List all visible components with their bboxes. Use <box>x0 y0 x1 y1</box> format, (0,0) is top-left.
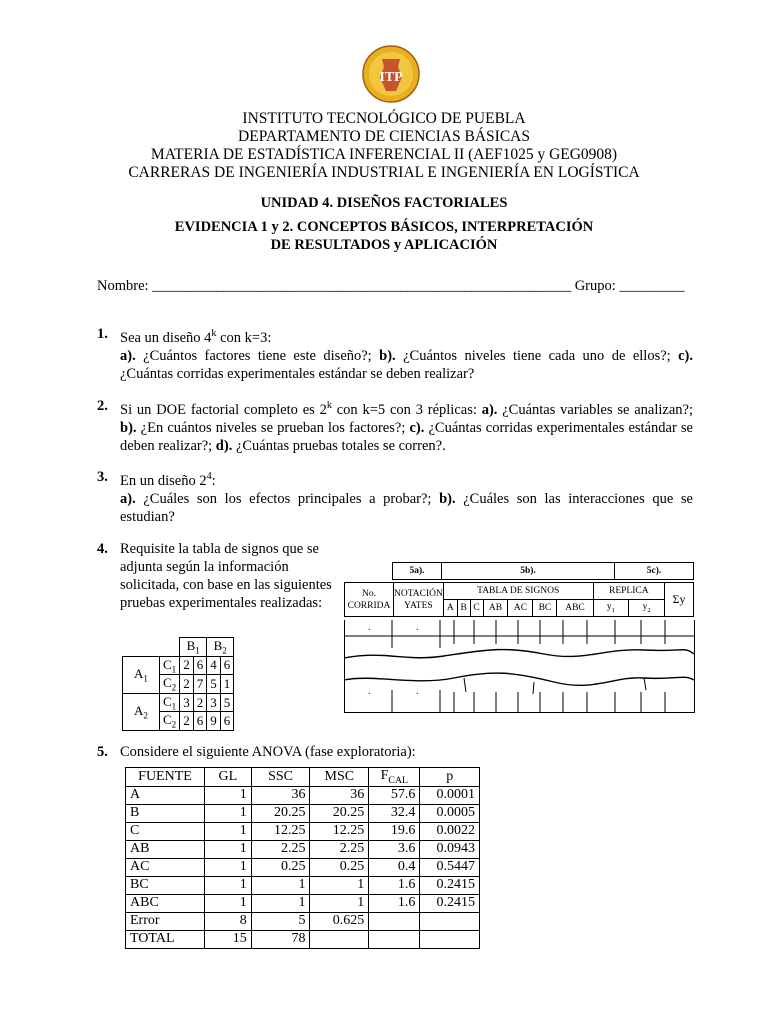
label-5c: 5c). <box>615 563 694 580</box>
anova-cell: 1 <box>205 876 252 894</box>
cell: 4 <box>207 656 221 675</box>
cell: 9 <box>207 712 221 731</box>
question-1: 1. Sea un diseño 4$^k$ con k=3: a). ¿Cuántos factores tiene este diseño?; b). ¿Cuántos niveles tiene cada uno de ellos?; c). ¿Cuántas corridas experimentales estándar se deben realizar? <box>97 326 693 382</box>
anova-cell: 1 <box>205 786 252 804</box>
question-5-text: Considere el siguiente ANOVA (fase exploratoria): <box>120 744 416 760</box>
header-a1: $A_1$ <box>123 656 160 693</box>
anova-cell <box>369 912 420 930</box>
question-4 <box>97 540 337 612</box>
anova-cell: TOTAL <box>126 930 205 948</box>
anova-cell: 12.25 <box>251 822 310 840</box>
careers-name: CARRERAS DE INGENIERÍA INDUSTRIAL E INGENIERÍA EN LOGÍSTICA <box>128 164 640 181</box>
name-blank[interactable]: ___________________________________________________________ <box>152 278 572 294</box>
col-ac: AC <box>508 600 533 617</box>
anova-cell: 2.25 <box>310 840 369 858</box>
anova-cell: 1.6 <box>369 876 420 894</box>
anova-header: SSC <box>251 768 310 787</box>
anova-cell: 57.6 <box>369 786 420 804</box>
cell: 5 <box>220 693 234 712</box>
header-a2: $A_2$ <box>123 693 160 730</box>
anova-cell: 1 <box>205 840 252 858</box>
header-corrida: No. CORRIDA <box>345 583 394 617</box>
header-c: $C_1$ <box>160 656 180 675</box>
header-replica: REPLICA <box>593 583 664 600</box>
anova-cell: B <box>126 804 205 822</box>
anova-cell: 1 <box>310 876 369 894</box>
anova-row <box>126 912 480 930</box>
col-y1: $y_1$ <box>593 600 629 617</box>
anova-row <box>126 894 480 912</box>
torn-break <box>344 620 694 712</box>
question-5 <box>97 743 416 761</box>
question-number: 1. <box>97 326 108 342</box>
anova-row <box>126 804 480 822</box>
anova-cell: 0.4 <box>369 858 420 876</box>
question-number: 5. <box>97 744 108 760</box>
anova-cell: 0.25 <box>251 858 310 876</box>
anova-cell: 0.5447 <box>420 858 480 876</box>
anova-row <box>126 876 480 894</box>
anova-cell: 0.0022 <box>420 822 480 840</box>
header-notacion: NOTACIÓN YATES <box>394 583 444 617</box>
anova-row <box>126 840 480 858</box>
question-number: 3. <box>97 469 108 485</box>
question-4-text: Requisite la tabla de signos que se adjunta según la información solicitada, con base en las siguientes pruebas experimentales realizadas: <box>120 541 332 611</box>
anova-cell <box>310 930 369 948</box>
cell: 6 <box>193 712 207 731</box>
cell: 6 <box>220 712 234 731</box>
department-name: DEPARTAMENTO DE CIENCIAS BÁSICAS <box>238 128 530 145</box>
anova-cell: A <box>126 786 205 804</box>
evidence-title-1: EVIDENCIA 1 y 2. CONCEPTOS BÁSICOS, INTERPRETACIÓN <box>174 219 594 235</box>
anova-cell: 1 <box>205 804 252 822</box>
col-y2: $y_2$ <box>629 600 665 617</box>
anova-cell: 0.2415 <box>420 894 480 912</box>
unit-title: UNIDAD 4. DISEÑOS FACTORIALES <box>260 195 508 211</box>
anova-cell: 5 <box>251 912 310 930</box>
question-3: 3. En un diseño $2^4$: a). ¿Cuáles son los efectos principales a probar?; b). ¿Cuáles son las interacciones que se estudian? <box>97 469 693 525</box>
anova-cell: 1 <box>205 894 252 912</box>
question-number: 4. <box>97 541 108 557</box>
anova-table <box>125 767 480 949</box>
anova-cell: AC <box>126 858 205 876</box>
anova-cell: 2.25 <box>251 840 310 858</box>
col-bc: BC <box>533 600 557 617</box>
signs-top-labels <box>392 562 694 580</box>
cell: 3 <box>207 693 221 712</box>
anova-cell: 1 <box>205 858 252 876</box>
anova-cell: 20.25 <box>251 804 310 822</box>
name-label: Nombre: <box>97 278 149 294</box>
anova-cell: C <box>126 822 205 840</box>
col-b: B <box>457 600 470 617</box>
cell: 6 <box>193 656 207 675</box>
anova-cell: 15 <box>205 930 252 948</box>
cell: 5 <box>207 675 221 694</box>
cell: 6 <box>220 656 234 675</box>
anova-cell: 1 <box>251 876 310 894</box>
anova-header: FUENTE <box>126 768 205 787</box>
anova-cell: 36 <box>251 786 310 804</box>
anova-header: GL <box>205 768 252 787</box>
question-2: 2. Si un DOE factorial completo es 2$^k$ con k=5 con 3 réplicas: a). ¿Cuántas variables se analizan?; b). ¿En cuántos niveles se prueban los factores?; c). ¿Cuántas corridas experimentales estándar se deben realizar?; d). ¿Cuántas pruebas totales se corren?. <box>97 398 693 454</box>
cell: 3 <box>180 693 194 712</box>
signs-table: No. CORRIDA NOTACIÓN YATES TABLA DE SIGNOS REPLICA Σy A B C AB AC BC ABC $y_1$ $y_2$ . . . . <box>344 582 694 712</box>
anova-cell: 1.6 <box>369 894 420 912</box>
group-blank[interactable]: _________ <box>619 278 685 294</box>
header-c: $C_2$ <box>160 675 180 694</box>
anova-header: $F_{CAL}$ <box>369 768 420 787</box>
anova-cell: 0.0005 <box>420 804 480 822</box>
header-c: $C_1$ <box>160 693 180 712</box>
experiment-table <box>122 637 234 731</box>
anova-cell: 19.6 <box>369 822 420 840</box>
col-abc: ABC <box>557 600 593 617</box>
cell: 2 <box>180 712 194 731</box>
anova-cell <box>420 912 480 930</box>
header-tabla-signos: TABLA DE SIGNOS <box>443 583 593 600</box>
anova-cell: 0.2415 <box>420 876 480 894</box>
group-label: Grupo: <box>574 278 616 294</box>
svg-text:ITP: ITP <box>379 70 403 85</box>
anova-cell: 0.625 <box>310 912 369 930</box>
course-name: MATERIA DE ESTADÍSTICA INFERENCIAL II (AEF1025 y GEG0908) <box>150 146 618 163</box>
anova-cell: Error <box>126 912 205 930</box>
name-line <box>97 278 685 295</box>
anova-cell <box>420 930 480 948</box>
header-b1: $B_1$ <box>180 638 207 657</box>
anova-cell: 3.6 <box>369 840 420 858</box>
anova-cell: 0.0943 <box>420 840 480 858</box>
anova-cell: 0.0001 <box>420 786 480 804</box>
anova-cell: 1 <box>205 822 252 840</box>
anova-cell: ABC <box>126 894 205 912</box>
anova-header: p <box>420 768 480 787</box>
header-sum: Σy <box>665 583 694 617</box>
institution-logo <box>362 45 420 103</box>
anova-header: MSC <box>310 768 369 787</box>
header-b2: $B_2$ <box>207 638 234 657</box>
anova-cell: 1 <box>251 894 310 912</box>
institute-name: INSTITUTO TECNOLÓGICO DE PUEBLA <box>242 110 526 127</box>
anova-row <box>126 930 480 948</box>
anova-cell: 32.4 <box>369 804 420 822</box>
anova-cell <box>369 930 420 948</box>
anova-row <box>126 822 480 840</box>
anova-cell: 36 <box>310 786 369 804</box>
anova-cell: 1 <box>310 894 369 912</box>
cell: 2 <box>180 675 194 694</box>
col-a: A <box>443 600 457 617</box>
anova-cell: 0.25 <box>310 858 369 876</box>
header-c: $C_2$ <box>160 712 180 731</box>
anova-cell: 78 <box>251 930 310 948</box>
anova-cell: AB <box>126 840 205 858</box>
anova-cell: 12.25 <box>310 822 369 840</box>
col-c: C <box>470 600 483 617</box>
label-5b: 5b). <box>442 563 615 580</box>
anova-cell: 8 <box>205 912 252 930</box>
cell: 2 <box>193 693 207 712</box>
col-ab: AB <box>483 600 508 617</box>
cell: 1 <box>220 675 234 694</box>
cell: 7 <box>193 675 207 694</box>
anova-row <box>126 858 480 876</box>
question-number: 2. <box>97 398 108 414</box>
label-5a: 5a). <box>393 563 442 580</box>
cell: 2 <box>180 656 194 675</box>
anova-row <box>126 786 480 804</box>
anova-cell: 20.25 <box>310 804 369 822</box>
evidence-title-2: DE RESULTADOS y APLICACIÓN <box>270 237 498 253</box>
anova-cell: BC <box>126 876 205 894</box>
